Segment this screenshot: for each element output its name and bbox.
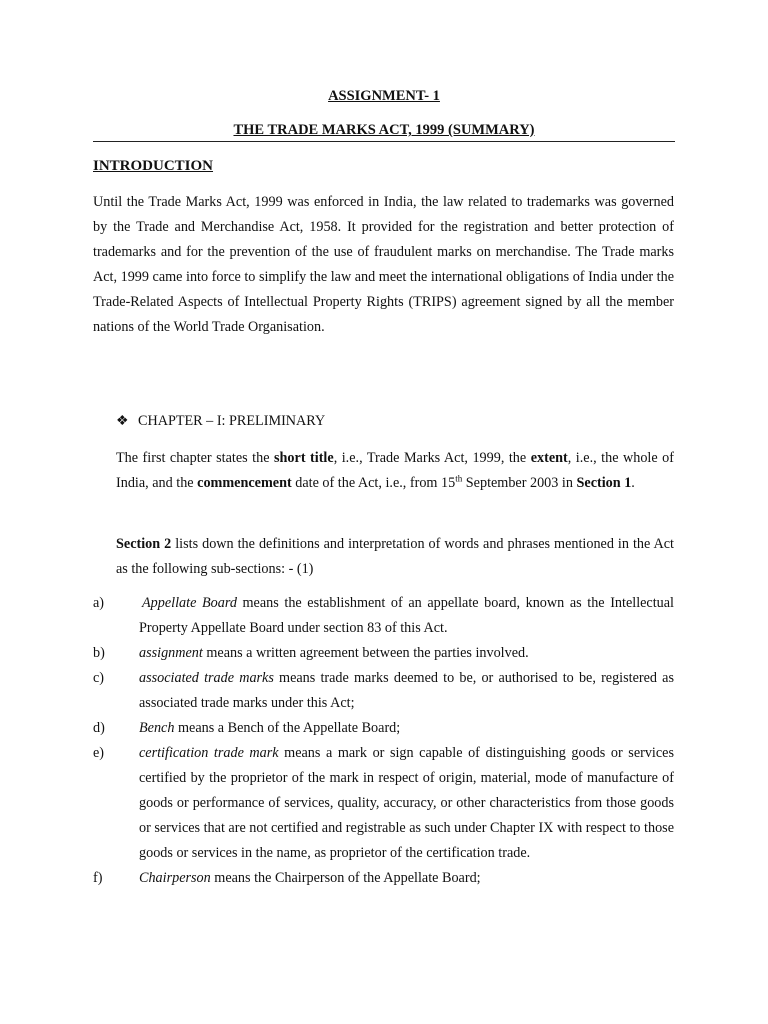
- list-item: [93, 591, 674, 641]
- bold-term: Section 1: [576, 475, 632, 491]
- defined-term: Bench: [139, 720, 175, 736]
- list-letter: d): [93, 720, 105, 736]
- definition-text: means a Bench of the Appellate Board;: [174, 720, 401, 736]
- list-letter: c): [93, 670, 105, 686]
- list-letter: a): [93, 595, 105, 611]
- diamond-bullet-icon: ❖: [116, 413, 129, 429]
- defined-term: Appellate Board: [142, 595, 237, 611]
- document-title: THE TRADE MARKS ACT, 1999 (SUMMARY): [233, 122, 535, 138]
- introduction-heading: INTRODUCTION: [93, 158, 214, 174]
- text-run: The first chapter states the: [116, 450, 275, 466]
- defined-term: certification trade mark: [139, 745, 279, 761]
- defined-term: assignment: [139, 645, 203, 661]
- chapter-heading: [116, 413, 325, 430]
- bold-term: short title: [274, 450, 334, 466]
- assignment-title: ASSIGNMENT- 1: [328, 88, 440, 104]
- chapter-heading-text: CHAPTER – I: PRELIMINARY: [138, 413, 326, 429]
- text-run: .: [631, 475, 635, 491]
- definition-text: means trade marks deemed to be, or authorised to be, registered as associated trade marks under this Act;: [139, 670, 674, 711]
- defined-term: associated trade marks: [139, 670, 274, 686]
- text-run: lists down the definitions and interpretation of words and phrases mentioned in the Act as the following sub-sections: - (1): [116, 536, 674, 577]
- list-letter: f): [93, 870, 103, 886]
- list-item: [93, 866, 674, 891]
- text-run: , i.e., Trade Marks Act, 1999, the: [333, 450, 531, 466]
- definition-text: means a written agreement between the parties involved.: [202, 645, 529, 661]
- chapter-paragraph-2: [116, 532, 674, 582]
- definition-text: means the Chairperson of the Appellate Board;: [210, 870, 481, 886]
- list-letter: b): [93, 645, 105, 661]
- list-item: [93, 666, 674, 716]
- introduction-paragraph: Until the Trade Marks Act, 1999 was enforced in India, the law related to trademarks was governed by the Trade and Merchandise Act, 1958. It provided for the registration and better protection of trademarks and for the prevention of the use of fraudulent marks on merchandise. The Trade marks Act, 1999 came into force to simplify the law and meet the international obligations of India under the Trade-Related Aspects of Intellectual Property Rights (TRIPS) agreement signed by all the member nations of the World Trade Organisation.: [93, 194, 674, 335]
- list-item: [93, 641, 674, 666]
- chapter-paragraph-1: [116, 446, 674, 496]
- defined-term: Chairperson: [139, 870, 211, 886]
- text-run: , i.e., the whole of India, and the: [116, 450, 674, 491]
- list-item: [93, 716, 674, 741]
- text-run: date of the Act, i.e., from 15: [291, 475, 456, 491]
- bold-term: Section 2: [116, 536, 172, 552]
- definitions-list: [93, 591, 674, 891]
- bold-term: extent: [530, 450, 568, 466]
- bold-term: commencement: [197, 475, 292, 491]
- definition-text: means the establishment of an appellate board, known as the Intellectual Property Appellate Board under section 83 of this Act.: [139, 595, 675, 636]
- title-underline-rule: [93, 141, 675, 142]
- text-run: September 2003 in: [462, 475, 577, 491]
- superscript: th: [455, 473, 463, 484]
- definition-text: means a mark or sign capable of distinguishing goods or services certified by the proprietor of the mark in respect of origin, material, mode of manufacture of goods or performance of services, quality, accuracy, or other characteristics from those goods or services that are not certified and registrable as such under Chapter IX with respect to those goods or services in the name, as proprietor of the certification trade.: [139, 745, 674, 861]
- list-item: [93, 741, 674, 866]
- list-letter: e): [93, 745, 105, 761]
